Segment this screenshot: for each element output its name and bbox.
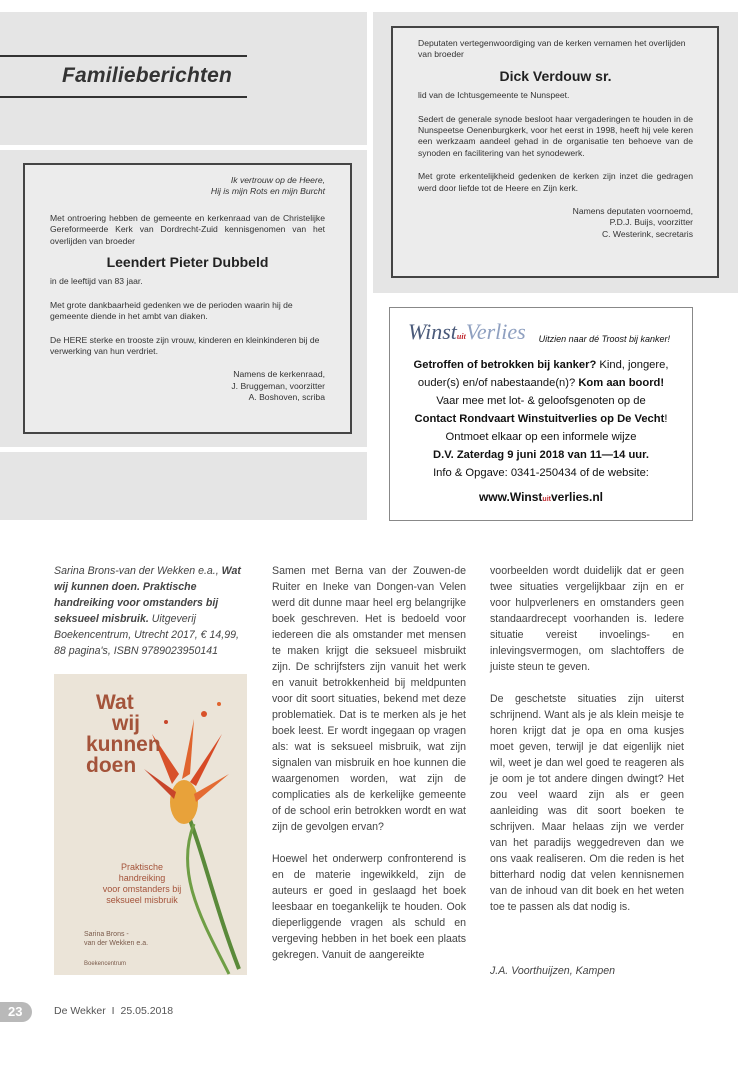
logo-end: Verlies xyxy=(465,319,526,344)
book-caption xyxy=(54,563,247,659)
signature-line-2: J. Bruggeman, voorzitter xyxy=(231,380,325,391)
page-title: Familieberichten xyxy=(62,64,233,87)
ad-line1-rest: Kind, jongere, xyxy=(596,359,669,371)
ad-header xyxy=(390,318,692,348)
advertisement-winstuitverlies xyxy=(389,307,693,521)
page-number: 23 xyxy=(8,1004,23,1019)
review-column-3 xyxy=(490,563,684,915)
web-pre: www.Winst xyxy=(478,490,543,504)
signature-line-3: A. Boshoven, scriba xyxy=(248,392,325,403)
signature-line-3: C. Westerink, secretaris xyxy=(601,228,693,239)
cover-title-line-4: doen xyxy=(86,754,137,777)
notice-age: in de leeftijd van 83 jaar. xyxy=(50,276,143,287)
footer-info xyxy=(54,1005,173,1017)
cover-author-line-1: Sarina Brons - xyxy=(84,931,129,938)
deceased-name: Leendert Pieter Dubbeld xyxy=(106,254,269,271)
death-notice-verdouw xyxy=(391,26,719,278)
web-mid: uit xyxy=(542,496,551,503)
ad-tagline: Uitzien naar dé Troost bij kanker! xyxy=(538,334,670,344)
signature-line-2: P.D.J. Buijs, voorzitter xyxy=(609,217,693,228)
review-paragraph-1: Samen met Berna van der Zouwen-de Ruiter en Ineke van Dongen-van Velen werd dit dunne maar heel erg belangrijke boek geschreven. Het is bedoeld voor iedereen die als omstander met mensen te maken krijgt die seksueel misbruikt zijn. De schrijfsters zijn vanuit het werk en vanuit betrokkenheid bij meldpunten voor dit soort situaties, bekend met deze problematiek. Dat is te merken als je het boek leest. Er wordt ingegaan op vragen als: wat is seksueel misbruik, wat zijn signalen van misbruik en hoe kunnen die waargenomen worden, wat zijn de complicaties als de kerkelijke gemeente of de school erin betrokken wordt en wat zijn de gevolgen ervan? xyxy=(272,565,466,833)
review-paragraph-3: voorbeelden wordt duidelijk dat er geen twee situaties vergelijkbaar zijn en er voor hulpverleners en omstanders geen standaardrecept voorhanden is. Iedere situatie vereist invoelings- en inlevingsvermogen, om slachtoffers de juiste steun te geven. xyxy=(490,565,684,673)
notice-comfort: De HERE sterke en trooste zijn vrouw, kinderen en kleinkinderen bij de verwerking van hun verdriet. xyxy=(50,334,320,357)
ad-line3: Vaar mee met lot- & geloofsgenoten op de xyxy=(436,395,646,407)
death-notice-dubbeld xyxy=(23,163,352,434)
web-end: verlies.nl xyxy=(550,490,604,504)
page-number-badge xyxy=(0,1002,32,1022)
ad-logo xyxy=(408,320,526,349)
review-paragraph-4: De geschetste situaties zijn uiterst schrijnend. Want als je als klein meisje te horen krijgt dat je opa en oma kusjes moet geven, terwijl je dat eigenlijk niet wil, weet je dan wel goed te reageren als je oom je tot andere dingen dwingt? Het zou veel waard zijn als er geen aanleiding was dit soort boeken te schrijven. Maar helaas zijn we verder van het paradijs weggedreven dan we ons vaak realiseren. Om die reden is het bitterhard nodig dat velen kennisnemen van de inhoud van dit boek en het weten toe te passen als dat nodig is. xyxy=(490,693,684,913)
cover-title-line-3: kunnen xyxy=(86,733,161,756)
notice-quote-line-1: Ik vertrouw op de Heere, xyxy=(230,175,325,185)
ad-line2-pre: ouder(s) en/of nabestaande(n)? xyxy=(417,377,579,389)
notice-history: Sedert de generale synode besloot haar vergaderingen te houden in de Nunspeetse Oenenburgkerk, voor het eerst in 1998, heeft hij vele keren een werkzaam aandeel gehad in de organisatie ten behoeve van de synoden en facilitering van het synodewerk. xyxy=(418,113,693,158)
ad-line4-bold: Contact Rondvaart Winstuitverlies op De Vecht xyxy=(414,413,665,425)
cover-author xyxy=(84,930,148,948)
cover-author-line-2: van der Wekken e.a. xyxy=(84,940,149,947)
cover-subtitle-line-4: seksueel misbruik xyxy=(106,895,178,905)
cover-title-line-1: Wat xyxy=(96,691,134,714)
book-cover xyxy=(54,674,247,975)
cover-title-line-2: wij xyxy=(112,712,141,735)
ad-line5: Ontmoet elkaar op een informele wijze xyxy=(445,431,637,443)
notice-intro: Met ontroering hebben de gemeente en kerkenraad van de Christelijke Gereformeerde Kerk van Dordrecht-Zuid kennisgenomen van het overlijden van broeder xyxy=(50,212,325,246)
ad-website[interactable] xyxy=(390,488,692,509)
ad-line4-end: ! xyxy=(664,413,668,425)
ad-line1-bold: Getroffen of betrokken bij kanker? xyxy=(413,359,597,371)
cover-subtitle-line-3: voor omstanders bij xyxy=(102,884,182,894)
bottom-left-panel xyxy=(0,452,367,520)
ad-line6: D.V. Zaterdag 9 juni 2018 van 11—14 uur. xyxy=(433,449,649,461)
notice-membership: lid van de Ichtusgemeente te Nunspeet. xyxy=(418,90,570,101)
caption-title: Wat wij kunnen doen. Praktische handreiking voor omstanders bij seksueel misbruik. xyxy=(54,565,241,625)
publication-name: De Wekker xyxy=(54,1005,106,1017)
footer-separator: I xyxy=(111,1005,115,1017)
caption-publisher: Uitgeverij Boekencentrum, Utrecht 2017, € 14,99, 88 pagina's, ISBN 9789023950141 xyxy=(54,613,239,657)
signature-line-1: Namens deputaten voornoemd, xyxy=(572,206,693,217)
publication-date: 25.05.2018 xyxy=(120,1005,174,1017)
notice-gratitude: Met grote erkentelijkheid gedenken de kerken zijn inzet die gedragen werd door liefde tot de Heere en Zijn kerk. xyxy=(418,171,693,193)
ad-line7: Info & Opgave: 0341-250434 of de website: xyxy=(433,467,649,479)
logo-main: Winst xyxy=(408,319,457,344)
cover-title xyxy=(86,691,161,777)
caption-author: Sarina Brons-van der Wekken e.a., xyxy=(54,565,219,577)
cover-subtitle-line-1: Praktische xyxy=(120,862,164,872)
signature-line-1: Namens de kerkenraad, xyxy=(233,369,325,380)
cover-subtitle xyxy=(62,862,222,906)
review-column-2 xyxy=(272,563,466,963)
cover-subtitle-line-2: handreiking xyxy=(118,873,166,883)
cover-publisher: Boekencentrum xyxy=(84,961,127,967)
deceased-name: Dick Verdouw sr. xyxy=(499,67,612,84)
reviewer-name: J.A. Voorthuijzen, Kampen xyxy=(490,965,616,977)
ad-line2-bold: Kom aan boord! xyxy=(578,377,665,389)
notice-intro: Deputaten vertegenwoordiging van de kerken vernamen het overlijden van broeder xyxy=(418,38,686,60)
notice-gratitude: Met grote dankbaarheid gedenken we de perioden waarin hij de gemeente diende in het ambt van diaken. xyxy=(50,299,293,322)
notice-quote-line-2: Hij is mijn Rots en mijn Burcht xyxy=(210,186,325,197)
review-paragraph-2: Hoewel het onderwerp confronterend is en de materie ingewikkeld, zijn de auteurs er goed in geslaagd het boek leesbaar en toegankelijk te houden. Ook dieperliggende vragen als schuld en vergeving hebben in het boek een plaats gekregen. Vanuit de aangereikte xyxy=(272,853,466,961)
logo-small: uit xyxy=(456,332,466,341)
title-rule-top xyxy=(0,55,247,57)
title-rule-bottom xyxy=(0,96,247,98)
